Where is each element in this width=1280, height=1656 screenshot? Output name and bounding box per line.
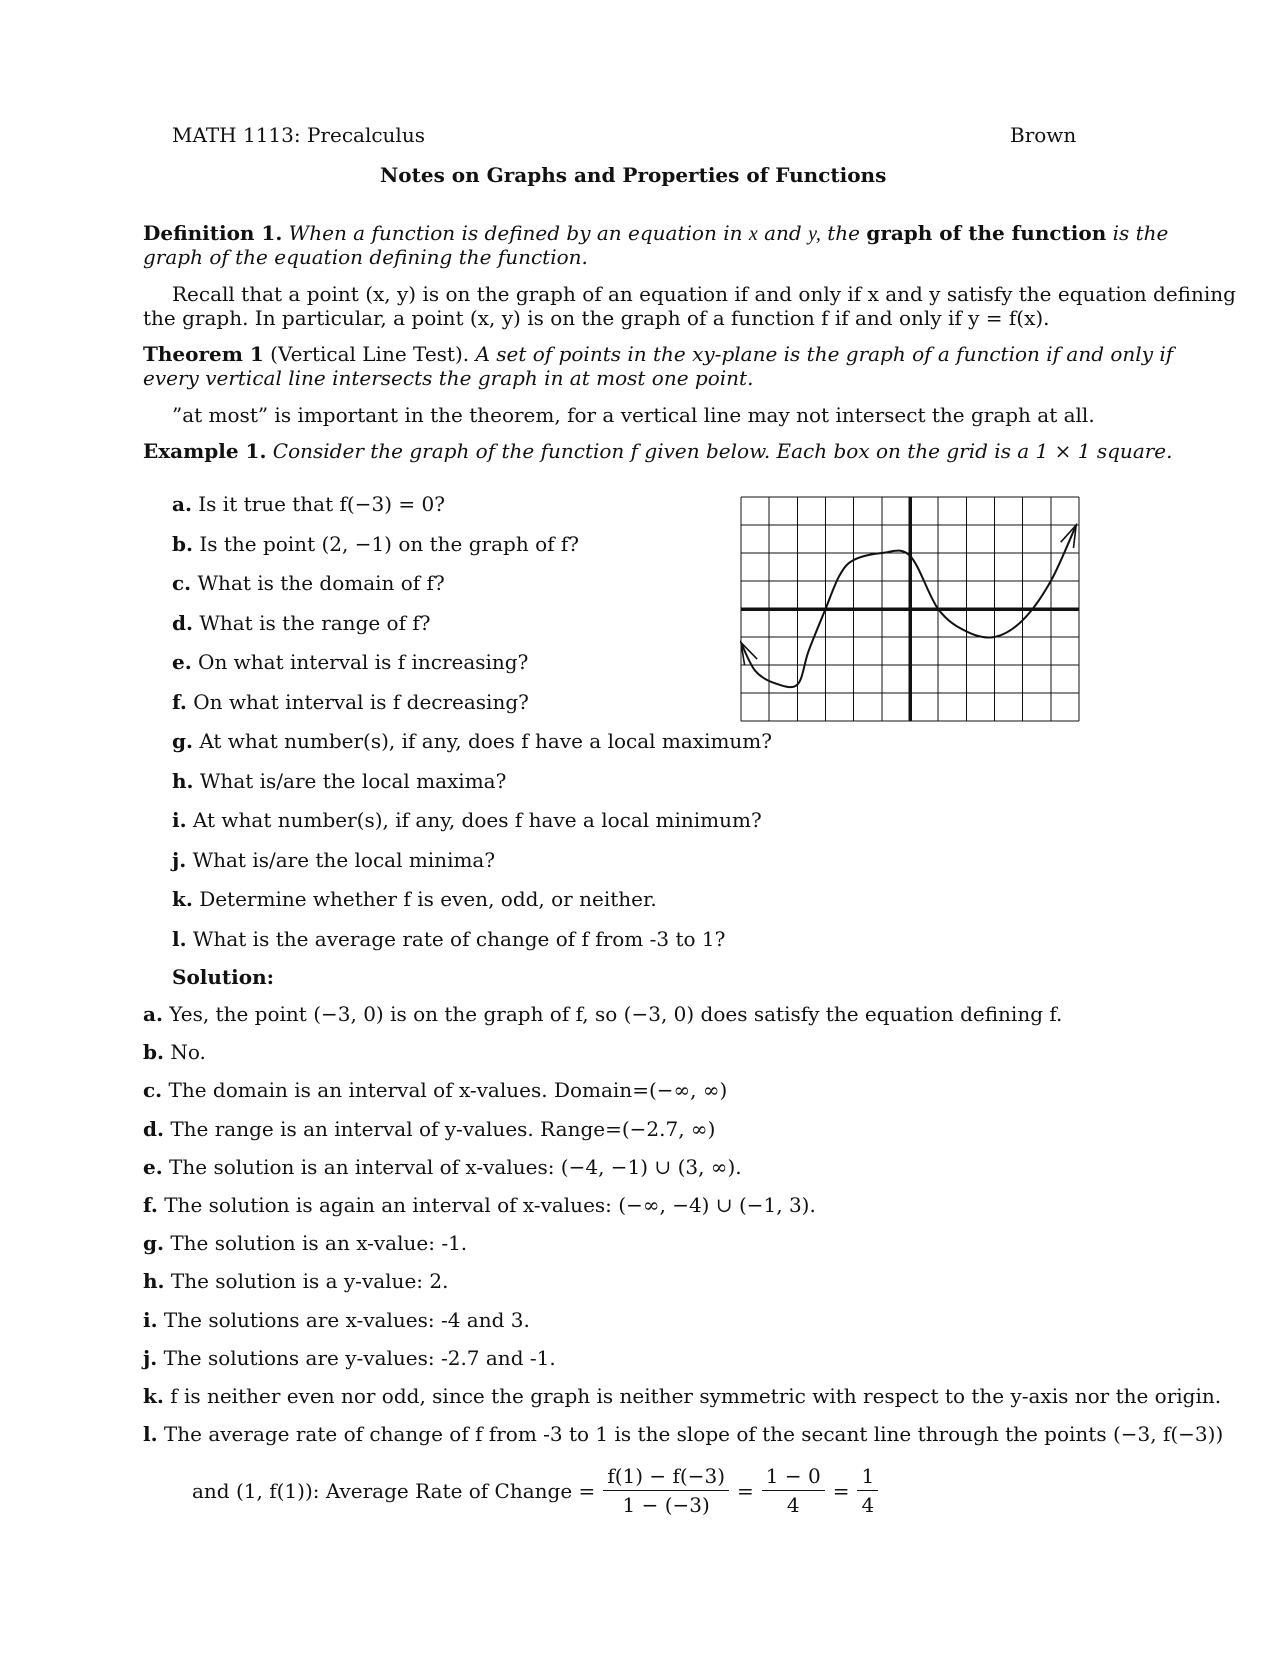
recall-line-1: Recall that a point (x, y) is on the graph of an equation if and only if x and y satisfy the equation defining <box>172 282 1236 306</box>
question-text: Determine whether f is even, odd, or neither. <box>199 887 657 911</box>
example-text: Consider the graph of the function f given below. Each box on the grid is a 1 × 1 square. <box>272 439 1173 463</box>
solution-label: e. <box>143 1154 163 1179</box>
solution-item <box>143 1117 715 1141</box>
solution-text: The solution is an x-value: -1. <box>170 1231 468 1256</box>
question-item <box>172 848 495 872</box>
theorem-text-1: A set of points in the xy-plane is the graph of a function if and only if <box>475 342 1174 366</box>
question-text: What is/are the local maxima? <box>199 768 507 793</box>
equals-sign-1: = <box>737 1478 754 1503</box>
question-text: What is/are the local minima? <box>192 847 496 872</box>
theorem-label: Theorem 1 <box>143 342 264 366</box>
solution-text: No. <box>170 1040 206 1065</box>
fraction-2-numerator: 1 − 0 <box>762 1464 825 1491</box>
question-text: What is the average rate of change of f from -3 to 1? <box>192 926 726 951</box>
question-item <box>172 571 445 595</box>
solution-text: The range is an interval of y-values. Range=(−2.7, ∞) <box>170 1116 716 1141</box>
function-graph <box>740 496 1080 722</box>
solution-label: b. <box>143 1040 164 1065</box>
question-item <box>172 927 725 951</box>
solution-text: The solution is an interval of x-values: (−4, −1) ∪ (3, ∞). <box>169 1154 742 1179</box>
question-item <box>172 887 657 911</box>
definition-var-y: y, <box>808 223 821 245</box>
definition-the: the <box>827 221 860 245</box>
fraction-3-denominator: 4 <box>861 1493 875 1517</box>
solution-text: The solutions are y-values: -2.7 and -1. <box>163 1345 556 1370</box>
solution-label: c. <box>143 1078 163 1103</box>
question-text: On what interval is f increasing? <box>198 650 529 674</box>
question-label: j. <box>172 847 187 872</box>
question-text: At what number(s), if any, does f have a local maximum? <box>199 729 772 753</box>
solution-text: f is neither even nor odd, since the graph is neither symmetric with respect to the y-axis nor the origin. <box>170 1384 1222 1408</box>
solution-text: Yes, the point (−3, 0) is on the graph of f, so (−3, 0) does satisfy the equation defining f. <box>169 1002 1063 1026</box>
solution-item <box>143 1269 448 1293</box>
question-item <box>172 690 529 714</box>
fraction-1-numerator: f(1) − f(−3) <box>603 1464 729 1491</box>
fraction-2-denominator: 4 <box>786 1493 800 1517</box>
question-label: a. <box>172 492 192 516</box>
definition-bold-term: graph of the function <box>866 221 1107 245</box>
solution-label: k. <box>143 1384 164 1408</box>
solution-label: f. <box>143 1193 158 1217</box>
solution-item <box>143 1040 206 1064</box>
question-label: g. <box>172 729 193 753</box>
question-label: e. <box>172 650 192 674</box>
fraction-definition <box>603 1464 729 1517</box>
equals-sign-2: = <box>832 1478 850 1503</box>
question-item <box>172 492 445 516</box>
solution-heading: Solution: <box>172 965 275 989</box>
question-label: k. <box>172 887 193 911</box>
question-text: At what number(s), if any, does f have a local minimum? <box>192 808 762 832</box>
average-rate-formula <box>192 1464 878 1517</box>
example-label: Example 1. <box>143 439 267 463</box>
question-item <box>172 769 506 793</box>
question-item <box>172 729 772 753</box>
fraction-substituted <box>762 1464 825 1517</box>
author-name: Brown <box>1010 123 1077 147</box>
solution-label: a. <box>143 1002 163 1026</box>
question-label: h. <box>172 768 194 793</box>
question-label: l. <box>172 926 187 951</box>
theorem-line-1 <box>143 342 1173 366</box>
fraction-3-numerator: 1 <box>857 1464 878 1491</box>
theorem-line-2: every vertical line intersects the graph in at most one point. <box>143 366 754 390</box>
question-item <box>172 532 579 556</box>
note-text: ”at most” is important in the theorem, for a vertical line may not intersect the graph at all. <box>172 403 1095 427</box>
solution-item <box>143 1422 1223 1446</box>
question-label: d. <box>172 610 193 635</box>
definition-line-1 <box>143 221 1168 246</box>
question-label: f. <box>172 689 187 714</box>
definition-text-b: is the <box>1112 221 1169 245</box>
question-text: Is it true that f(−3) = 0? <box>198 492 445 516</box>
fraction-result <box>857 1464 878 1517</box>
solution-item <box>143 1002 1062 1026</box>
question-text: Is the point (2, −1) on the graph of f? <box>199 531 579 556</box>
solution-text: The domain is an interval of x-values. Domain=(−∞, ∞) <box>168 1078 728 1103</box>
theorem-name: (Vertical Line Test). <box>270 342 470 366</box>
question-label: c. <box>172 571 192 595</box>
solution-text: The solution is again an interval of x-values: (−∞, −4) ∪ (−1, 3). <box>164 1193 816 1217</box>
definition-var-x: x <box>748 223 758 245</box>
page-title: Notes on Graphs and Properties of Functions <box>380 163 887 187</box>
solution-text: The solutions are x-values: -4 and 3. <box>163 1307 530 1332</box>
solution-label: i. <box>143 1307 158 1332</box>
definition-line-2: graph of the equation defining the function. <box>143 245 588 269</box>
solution-item <box>143 1346 556 1370</box>
solution-label: g. <box>143 1231 164 1256</box>
solution-item <box>143 1231 467 1255</box>
solution-text: The average rate of change of f from -3 to 1 is the slope of the secant line through the points (−3, f(−3)) <box>163 1422 1224 1447</box>
definition-and: and <box>764 221 802 245</box>
question-label: i. <box>172 808 187 832</box>
solution-item <box>143 1308 530 1332</box>
solution-item <box>143 1384 1221 1408</box>
solution-label: h. <box>143 1269 165 1294</box>
question-text: What is the range of f? <box>199 610 431 635</box>
question-item <box>172 808 762 832</box>
example-line <box>143 439 1173 463</box>
question-text: What is the domain of f? <box>197 571 445 595</box>
avg-rate-lead: and (1, f(1)): Average Rate of Change = <box>192 1478 596 1503</box>
definition-label: Definition 1. <box>143 221 283 245</box>
question-item <box>172 611 430 635</box>
question-item <box>172 650 528 674</box>
definition-text-a: When a function is defined by an equation in <box>288 221 743 245</box>
solution-label: l. <box>143 1422 158 1447</box>
solution-text: The solution is a y-value: 2. <box>170 1269 449 1294</box>
question-text: On what interval is f decreasing? <box>193 689 529 714</box>
fraction-1-denominator: 1 − (−3) <box>622 1493 710 1517</box>
recall-line-2: the graph. In particular, a point (x, y) is on the graph of a function f if and only if y = f(x). <box>143 306 1050 330</box>
solution-item <box>143 1155 742 1179</box>
solution-item <box>143 1078 727 1102</box>
course-name: MATH 1113: Precalculus <box>172 123 425 147</box>
solution-label: j. <box>143 1345 158 1370</box>
solution-label: d. <box>143 1116 164 1141</box>
question-label: b. <box>172 531 193 556</box>
solution-item <box>143 1193 816 1217</box>
